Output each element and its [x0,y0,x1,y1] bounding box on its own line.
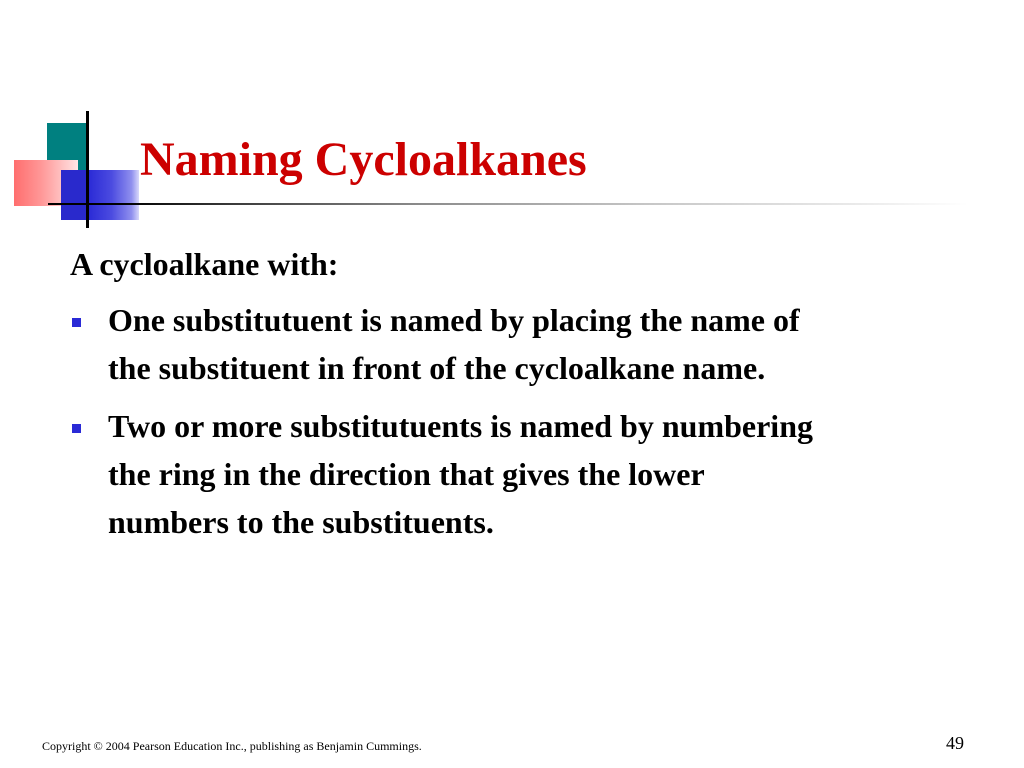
bullet-item [70,296,830,392]
square-bullet-icon [72,424,81,433]
blue-gradient-decoration [89,170,139,220]
bullet-item [70,402,830,546]
square-bullet-icon [72,318,81,327]
page-number: 49 [946,733,964,753]
bullet-list [70,296,830,556]
copyright-footer: Copyright © 2004 Pearson Education Inc., publishing as Benjamin Cummings. [42,739,422,753]
bullet-text: One substitutuent is named by placing the name of the substituent in front of the cycloalkane name. [108,302,800,386]
slide-title: Naming Cycloalkanes [140,133,587,186]
blue-square-decoration [61,170,89,220]
bullet-text: Two or more substitutuents is named by numbering the ring in the direction that gives the lower numbers to the substituents. [108,408,813,540]
vertical-rule [86,111,89,228]
title-underline-rule [48,203,968,205]
intro-text: A cycloalkane with: [70,246,339,282]
